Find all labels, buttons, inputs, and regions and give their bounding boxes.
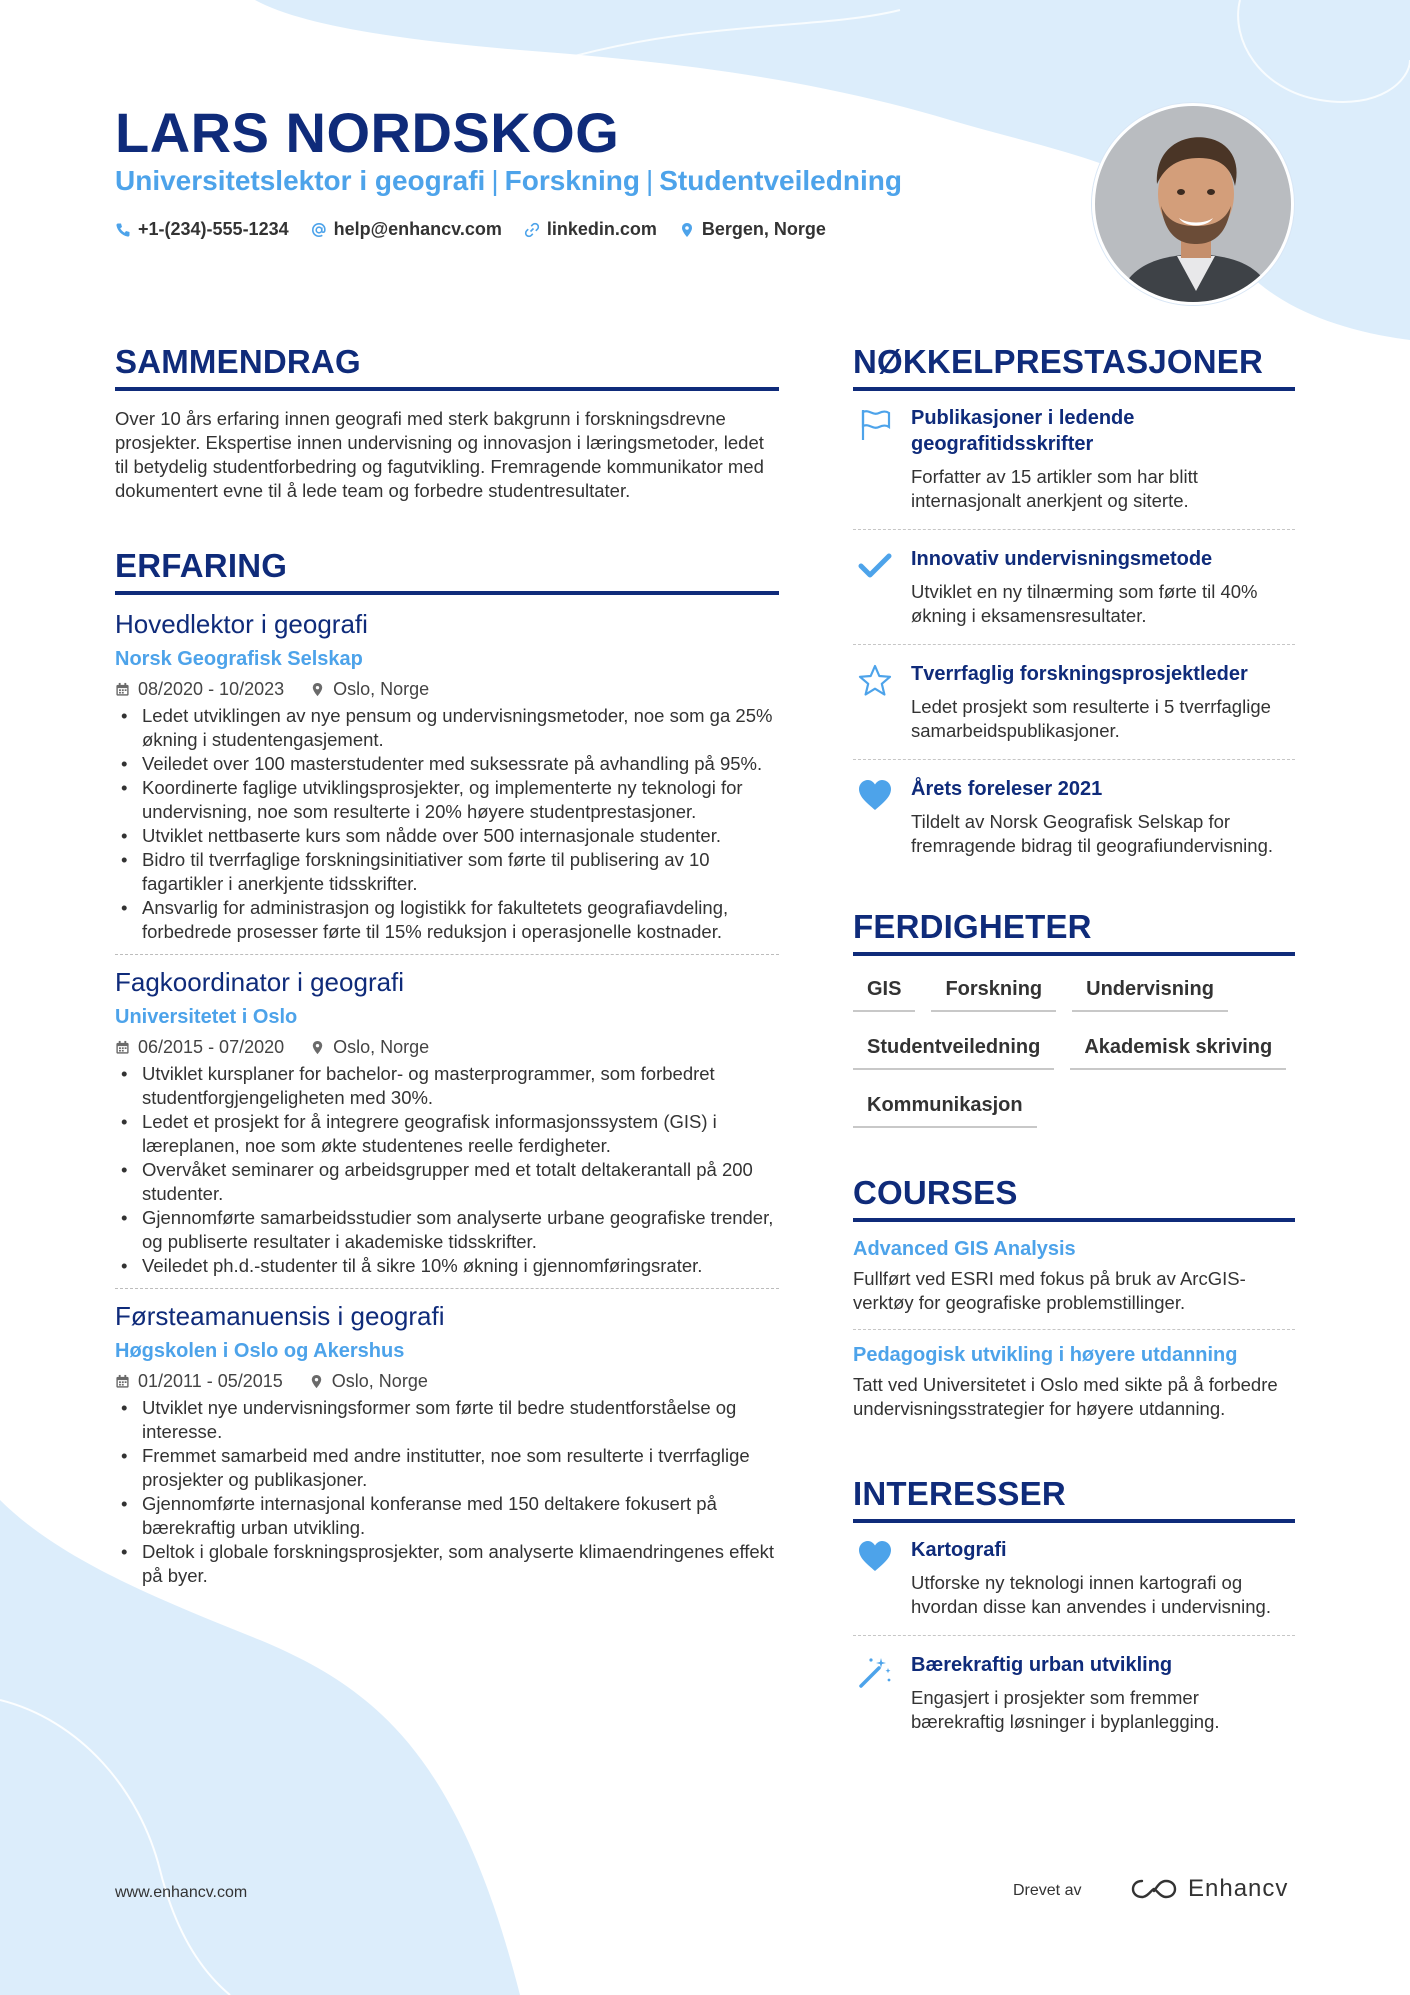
- headline-separator: |: [491, 165, 499, 196]
- course-title: Pedagogisk utvikling i høyere utdanning: [853, 1344, 1238, 1366]
- experience-heading: ERFARING: [115, 547, 779, 595]
- job-bullet: • Ledet utviklingen av nye pensum og undervisningsmetoder, noe som ga 25% økning i studentengasjement.: [115, 704, 779, 752]
- experience-entry: [115, 1301, 779, 1588]
- job-location-text: Oslo, Norge: [333, 1037, 430, 1057]
- phone-icon: [115, 222, 131, 238]
- job-meta: [115, 1371, 779, 1392]
- job-dates-text: 06/2015 - 07/2020: [138, 1037, 285, 1057]
- interest-item: [853, 1523, 1295, 1636]
- contact-bar: [115, 219, 826, 240]
- job-bullets: [115, 1396, 779, 1588]
- email-address: help@enhancv.com: [333, 219, 502, 239]
- candidate-name: LARS NORDSKOG: [115, 101, 620, 164]
- contact-email[interactable]: [311, 219, 502, 240]
- achievements-section: [853, 343, 1295, 874]
- job-bullets: [115, 704, 779, 944]
- interest-title: Bærekraftig urban utvikling: [911, 1654, 1173, 1676]
- linkedin-link: linkedin.com: [546, 219, 657, 239]
- job-location-text: Oslo, Norge: [333, 679, 430, 699]
- course-desc: Tatt ved Universitetet i Oslo med sikte på å forbedre undervisningsstrategier for høyere utdanning.: [853, 1374, 1278, 1419]
- summary-section: [115, 343, 779, 503]
- courses-section: [853, 1174, 1295, 1435]
- achievement-desc: Ledet prosjekt som resulterte i 5 tverrfaglige samarbeidspublikasjoner.: [911, 696, 1271, 741]
- interest-item: [853, 1636, 1295, 1750]
- job-bullet: • Veiledet ph.d.-studenter til å sikre 10% økning i gjennomføringsrater.: [115, 1254, 779, 1278]
- achievement-title: Tverrfaglig forskningsprosjektleder: [911, 663, 1248, 685]
- job-location: [310, 1037, 429, 1058]
- job-title: Fagkoordinator i geografi: [115, 967, 405, 997]
- calendar-icon: [115, 1374, 130, 1389]
- skills-section: [853, 908, 1295, 1128]
- achievement-item: [853, 760, 1295, 874]
- skill-tag: GIS: [853, 978, 915, 1012]
- star-icon: [857, 663, 893, 699]
- skill-tag: Undervisning: [1072, 978, 1228, 1012]
- job-meta: [115, 679, 779, 700]
- link-icon: [524, 222, 540, 238]
- skill-tag: Studentveiledning: [853, 1036, 1054, 1070]
- brand-name: Enhancv: [1188, 1875, 1289, 1902]
- flag-icon: [857, 407, 893, 443]
- job-bullet: • Overvåket seminarer og arbeidsgrupper med et totalt deltakerantall på 200 studenter.: [115, 1158, 779, 1206]
- job-bullet: • Utviklet nettbaserte kurs som nådde over 500 internasjonale studenter.: [115, 824, 779, 848]
- divider: [115, 1288, 779, 1289]
- job-bullets: [115, 1062, 779, 1278]
- experience-entry: [115, 967, 779, 1289]
- summary-heading: SAMMENDRAG: [115, 343, 779, 391]
- job-bullet: • Gjennomførte internasjonal konferanse med 150 deltakere fokusert på bærekraftig urban utvikling.: [115, 1492, 779, 1540]
- contact-phone[interactable]: [115, 219, 289, 240]
- achievement-desc: Forfatter av 15 artikler som har blitt internasjonalt anerkjent og siterte.: [911, 466, 1198, 511]
- headline-separator: |: [645, 165, 654, 196]
- achievement-item: [853, 530, 1295, 645]
- job-location: [309, 1371, 428, 1392]
- job-bullet: • Veiledet over 100 masterstudenter med suksessrate på avhandling på 95%.: [115, 752, 779, 776]
- achievement-item: [853, 645, 1295, 760]
- course-item: [853, 1330, 1295, 1435]
- location-text: Bergen, Norge: [701, 219, 826, 239]
- achievements-heading: NØKKELPRESTASJONER: [853, 343, 1295, 391]
- job-title: Hovedlektor i geografi: [115, 609, 368, 639]
- achievement-item: [853, 391, 1295, 530]
- course-title: Advanced GIS Analysis: [853, 1238, 1076, 1260]
- calendar-icon: [115, 682, 130, 697]
- job-bullet: • Bidro til tverrfaglige forskningsinitiativer som førte til publisering av 10 fagartikler i anerkjente tidsskrifter.: [115, 848, 779, 896]
- job-bullet: • Gjennomførte samarbeidsstudier som analyserte urbane geografiske trender, og publiserte resultater i akademiske tidsskrifter.: [115, 1206, 779, 1254]
- achievement-title: Innovativ undervisningsmetode: [911, 548, 1213, 570]
- company-name: Norsk Geografisk Selskap: [115, 648, 363, 670]
- phone-number: +1-(234)-555-1234: [138, 219, 289, 239]
- experience-section: [115, 547, 779, 1588]
- course-item: [853, 1222, 1295, 1330]
- location-pin-icon: [679, 222, 695, 238]
- calendar-icon: [115, 1040, 130, 1055]
- job-dates: [115, 679, 284, 700]
- job-bullet: • Deltok i globale forskningsprosjekter, som analyserte klimaendringenes effekt på byer.: [115, 1540, 779, 1588]
- skills-heading: FERDIGHETER: [853, 908, 1295, 956]
- job-title: Førsteamanuensis i geografi: [115, 1301, 445, 1331]
- heart-icon: [857, 1539, 893, 1575]
- job-bullet: • Ansvarlig for administrasjon og logistikk for fakultetets geografiavdeling, forbedrede prosesser førte til 15% reduksjon i operasjonelle kostnader.: [115, 896, 779, 944]
- check-icon: [857, 548, 893, 584]
- job-bullet: • Ledet et prosjekt for å integrere geografisk informasjonssystem (GIS) i læreplanen, noe som økte studentenes reelle ferdigheter.: [115, 1110, 779, 1158]
- skill-tag: Forskning: [931, 978, 1056, 1012]
- brand-logo[interactable]: [1130, 1875, 1288, 1903]
- achievement-desc: Tildelt av Norsk Geografisk Selskap for fremragende bidrag til geografiundervisning.: [911, 811, 1273, 856]
- job-dates-text: 08/2020 - 10/2023: [138, 679, 285, 699]
- location-pin-icon: [310, 1040, 325, 1055]
- summary-text: Over 10 års erfaring innen geografi med sterk bakgrunn i forskningsdrevne prosjekter. Ekspertise innen undervisning og innovasjon i læringsmetoder, ledet til betydelig studentforbedring og fagutvikling. Fremragende kommunikator med dokumentert evne til å lede team og forbedre studentresultater.: [115, 408, 764, 501]
- job-location: [310, 679, 429, 700]
- achievement-title: Publikasjoner i ledende geografitidsskrifter: [911, 407, 1135, 455]
- contact-location: [679, 219, 826, 240]
- job-dates-text: 01/2011 - 05/2015: [138, 1371, 283, 1391]
- job-dates: [115, 1371, 283, 1392]
- skill-tag: Kommunikasjon: [853, 1094, 1037, 1128]
- job-bullet: • Fremmet samarbeid med andre institutter, noe som resulterte i tverrfaglige prosjekter og publikasjoner.: [115, 1444, 779, 1492]
- company-name: Universitetet i Oslo: [115, 1006, 298, 1028]
- headline-role: Universitetslektor i geografi: [115, 165, 486, 196]
- powered-by-label: Drevet av: [1013, 1882, 1082, 1899]
- infinity-logo-icon: [1130, 1876, 1178, 1902]
- job-location-text: Oslo, Norge: [331, 1371, 428, 1391]
- interest-desc: Utforske ny teknologi innen kartografi og hvordan disse kan anvendes i undervisning.: [911, 1572, 1271, 1617]
- experience-entry: [115, 609, 779, 955]
- location-pin-icon: [310, 682, 325, 697]
- heart-icon: [857, 778, 893, 814]
- headline-focus-2: Studentveiledning: [659, 165, 902, 196]
- achievement-desc: Utviklet en ny tilnærming som førte til 40% økning i eksamensresultater.: [911, 581, 1258, 626]
- interests-section: [853, 1475, 1295, 1750]
- company-name: Høgskolen i Oslo og Akershus: [115, 1340, 405, 1362]
- right-column: [853, 343, 1295, 1750]
- job-bullet: • Utviklet nye undervisningsformer som førte til bedre studentforståelse og interesse.: [115, 1396, 779, 1444]
- person-portrait-icon: [1095, 106, 1294, 305]
- skill-tag: Akademisk skriving: [1070, 1036, 1286, 1070]
- courses-heading: COURSES: [853, 1174, 1295, 1222]
- magic-wand-icon: [857, 1654, 893, 1690]
- achievement-title: Årets foreleser 2021: [911, 778, 1103, 800]
- job-bullet: • Koordinerte faglige utviklingsprosjekter, og implementerte ny teknologi for undervisning, noe som resulterte i 20% høyere studentprestasjoner.: [115, 776, 779, 824]
- profile-photo: [1092, 103, 1294, 305]
- job-dates: [115, 1037, 284, 1058]
- headline: [115, 165, 902, 197]
- left-column: [115, 343, 779, 1588]
- skills-list: [853, 978, 1295, 1128]
- headline-focus-1: Forskning: [504, 165, 640, 196]
- interests-heading: INTERESSER: [853, 1475, 1295, 1523]
- divider: [115, 954, 779, 955]
- contact-linkedin[interactable]: [524, 219, 657, 240]
- interest-desc: Engasjert i prosjekter som fremmer bærekraftig løsninger i byplanlegging.: [911, 1687, 1220, 1732]
- interest-title: Kartografi: [911, 1539, 1007, 1561]
- at-icon: [311, 222, 327, 238]
- job-meta: [115, 1037, 779, 1058]
- location-pin-icon: [309, 1374, 324, 1389]
- job-bullet: • Utviklet kursplaner for bachelor- og masterprogrammer, som forbedret studentforgjengeligheten med 30%.: [115, 1062, 779, 1110]
- course-desc: Fullført ved ESRI med fokus på bruk av ArcGIS-verktøy for geografiske problemstillinger.: [853, 1268, 1246, 1313]
- footer-website[interactable]: www.enhancv.com: [115, 1884, 248, 1901]
